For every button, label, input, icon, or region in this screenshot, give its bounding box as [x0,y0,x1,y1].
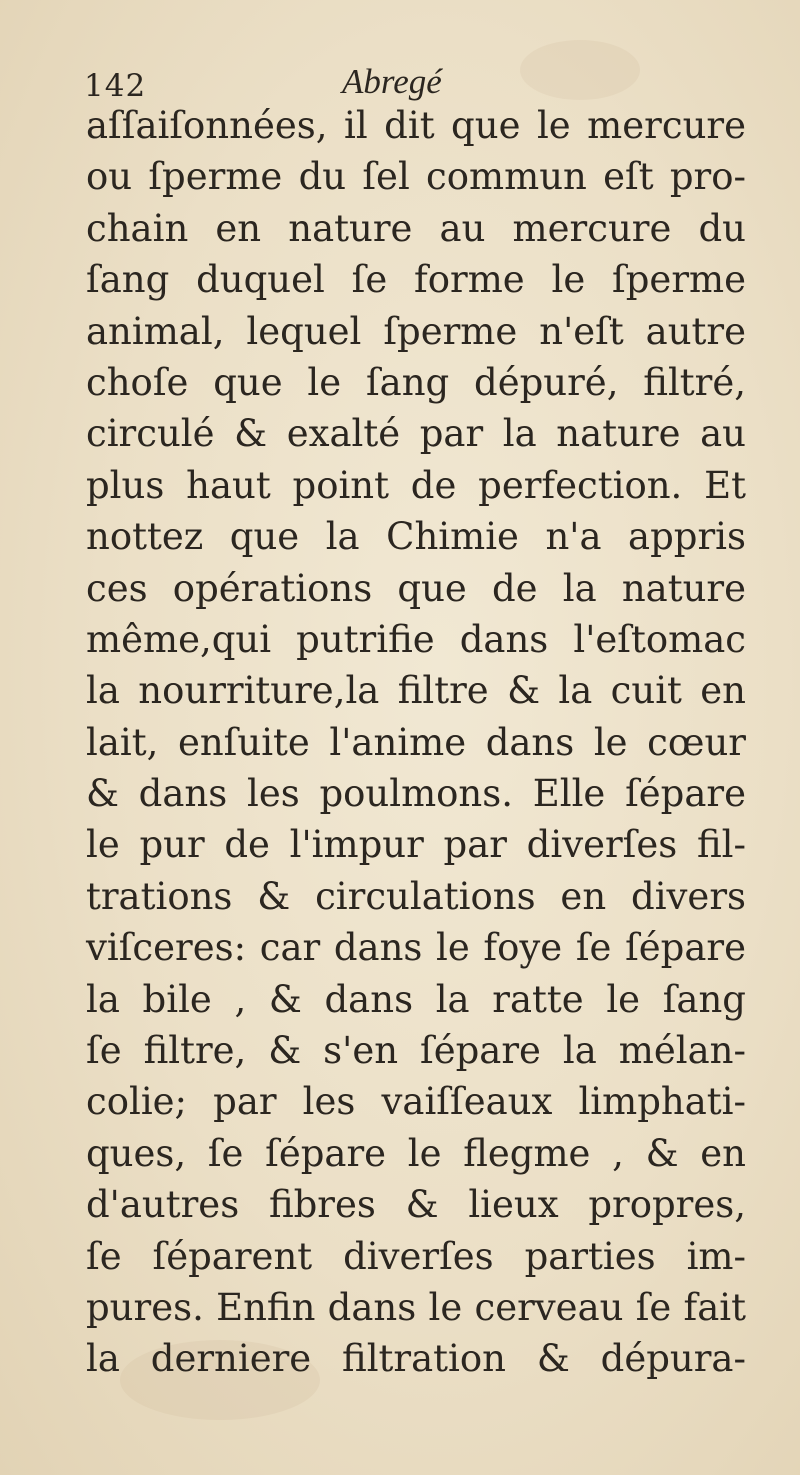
text-line: même,qui putrifie dans l'eſtomac [86,617,746,661]
text-line: ſe ſéparent diverſes parties im- [86,1234,746,1278]
text-line: ſe filtre, & s'en ſépare la mélan- [86,1029,746,1073]
text-line: choſe que le ſang dépuré, filtré, [86,360,746,404]
text-line: ſang duquel ſe forme le ſperme [86,258,746,302]
text-line: pures. Enfin dans le cerveau ſe fait [86,1285,746,1329]
text-line: trations & circulations en divers [86,874,746,918]
text-line: ces opérations que de la nature [86,566,746,610]
text-line: d'autres fibres & lieux propres, [86,1183,746,1227]
running-head: Abregé [342,62,442,101]
text-line: la bile , & dans la ratte le ſang [86,977,746,1021]
text-line: nottez que la Chimie n'a appris [86,515,746,559]
text-line: ou ſperme du ſel commun eſt pro- [86,155,746,199]
page-number: 142 [84,68,147,104]
text-line: ques, ſe ſépare le flegme , & en [86,1131,746,1175]
text-line: chain en nature au mercure du [86,206,746,250]
body-text [86,100,746,1385]
text-line: aſſaiſonnées, il dit que le mercure [86,104,746,147]
text-line: circulé & exalté par la nature au [86,412,746,456]
text-line: lait, enſuite l'anime dans le cœur [86,720,746,764]
text-line: la nourriture,la filtre & la cuit en [86,669,746,713]
text-line: la derniere filtration & dépura- [86,1337,746,1381]
text-line: plus haut point de perfection. Et [86,463,746,507]
text-line: le pur de l'impur par diverſes fil- [86,823,746,867]
text-line: colie; par les vaiſſeaux limphati- [86,1080,746,1124]
text-line: & dans les poulmons. Elle ſépare [86,772,746,816]
text-line: viſceres: car dans le foye ſe ſépare [86,926,746,970]
text-line: animal, lequel ſperme n'eſt autre [86,309,746,353]
